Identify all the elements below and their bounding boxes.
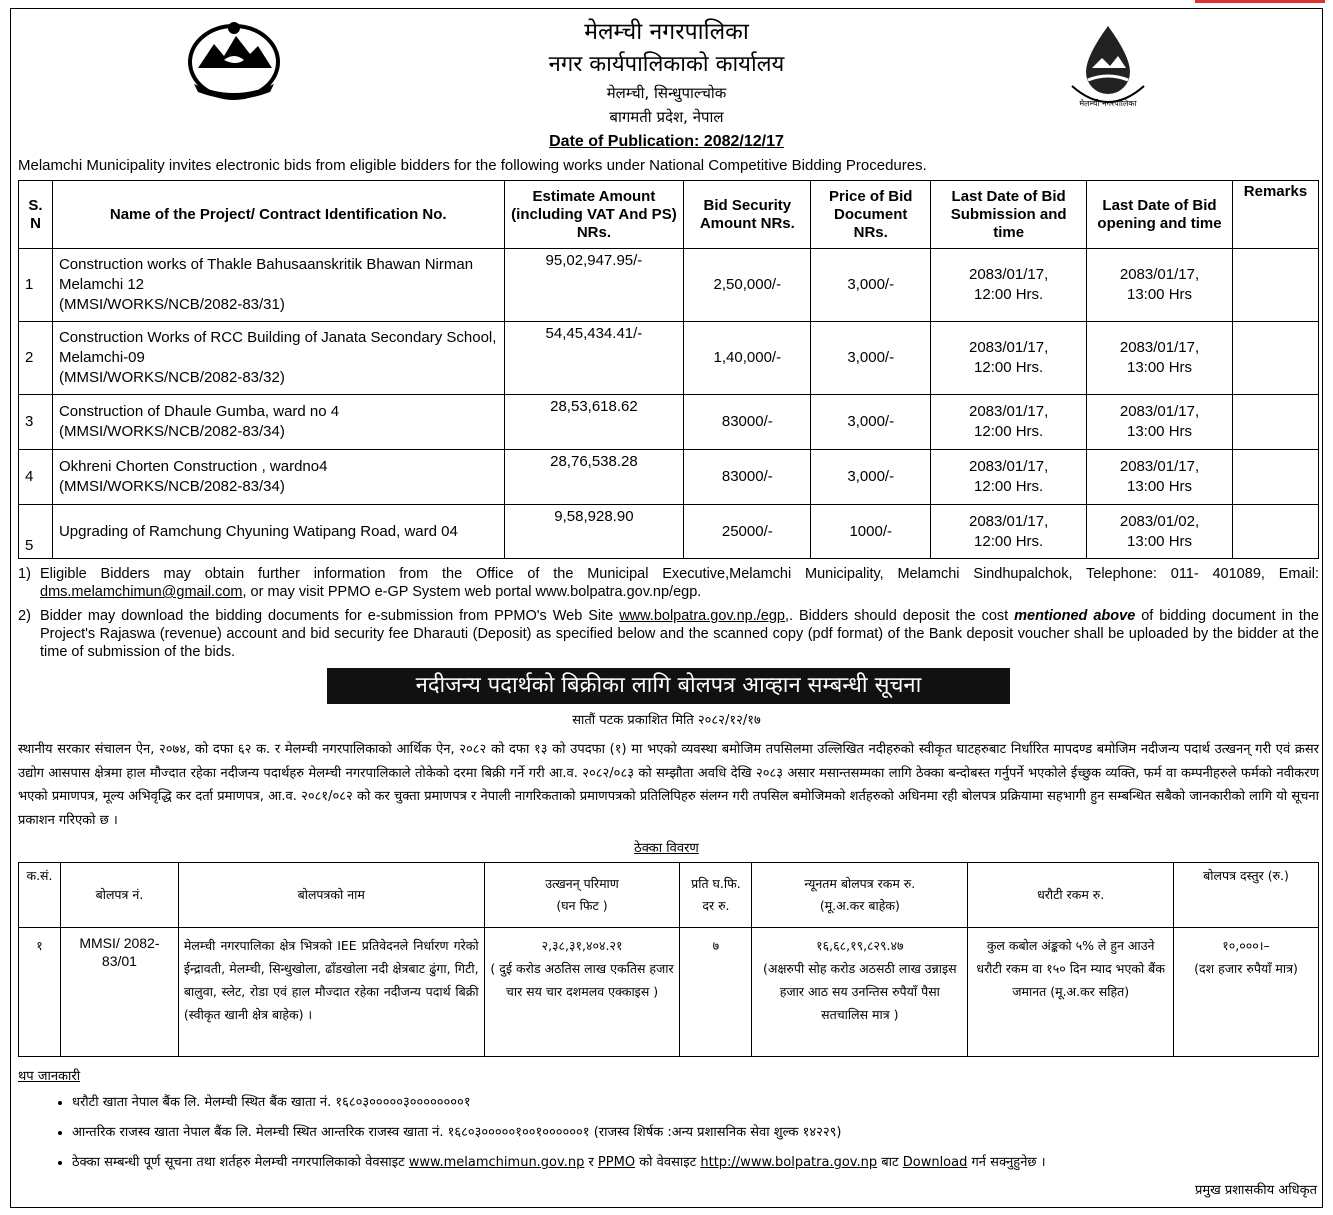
more-info-title: थप जानकारी	[18, 1069, 81, 1084]
top-accent-bar	[1195, 0, 1325, 3]
bolpatra-link[interactable]: www.bolpatra.gov.np./egp,	[619, 608, 789, 624]
province: बागमती प्रदेश, नेपाल	[609, 108, 724, 126]
municipality-name: मेलम्ची नगरपालिका	[584, 19, 749, 45]
publication-date: Date of Publication: 2082/12/17	[549, 133, 784, 150]
note-2: 2) Bidder may download the bidding documents for e-submission from PPMO's Web Site www.bolpatra.gov.np./egp,. Bidders should deposit the cost mentioned above of bidding document in the Project's Rajaswa (revenue) account and bid security fee Dharauti (Deposit) as specified below and the scanned copy (pdf format) of the Bank deposit voucher shall be uploaded by the bidder at the time of submission of the bids.	[18, 608, 1319, 660]
note-1: 1) Eligible Bidders may obtain further information from the Office of the Municipal Executive,Melamchi Municipality, Melamchi Sindhupalchok, Telephone: 011- 401089, Email: dms.melamchimun@gmail.com, or may visit PPMO e-GP System web portal www.bolpatra.gov.np/egp.	[18, 566, 1319, 600]
bolpatra-site-link[interactable]: http://www.bolpatra.gov.np	[700, 1155, 878, 1170]
table-row: १ MMSI/ 2082- 83/01 मेलम्ची नगरपालिका क्षेत्र भित्रको IEE प्रतिवेदनले निर्धारण गरेको ईन्द्रावती, मेलम्ची, सिन्धुखोला, ढाँडखोला नदी क्षेत्रबाट ढुंगा, गिटी, बालुवा, स्लेट, रोडा एवं हाल मौज्दात रहेका नदीजन्य पदार्थ बिक्री (स्वीकृत खानी क्षेत्र बाहेक) । २,३८,३१,४०४.२१ ( दुई करोड अठतिस लाख एकतिस हजार चार सय चार दशमलव एक्काइस ) ७ १६,६८,१९,८२९.४७ (अक्षरुपी सोह करोड अठसठी लाख उन्नाइस हजार आठ सय उनन्तिस रुपैयाँ पैसा सतचालिस मात्र ) कुल कबोल अंङ्कको ५% ले हुन आउने धरौटी रकम वा १५० दिन म्याद भएको बैंक जमानत (मू.अ.कर सहित) १०,०००।– (दश हजार रुपैयाँ मात्र)	[19, 928, 1319, 1057]
col-opening: Last Date of Bid opening and time	[1087, 181, 1233, 249]
table-row: 1 Construction works of Thakle Bahusaanskritik Bhawan Nirman Melamchi 12 (MMSI/WORKS/NCB/2082-83/31) 95,02,947.95/- 2,50,000/- 3,000/- 2083/01/17, 12:00 Hrs. 2083/01/17, 13:00 Hrs	[19, 249, 1319, 322]
col-price: Price of Bid Document NRs.	[811, 181, 931, 249]
col-security: Bid Security Amount NRs.	[684, 181, 811, 249]
col-remarks: Remarks	[1232, 181, 1318, 249]
bid-intro: Melamchi Municipality invites electronic bids from eligible bidders for the following works under National Competitive Bidding Procedures.	[18, 157, 927, 174]
col-sn: S. N	[19, 181, 53, 249]
melamchimun-link[interactable]: www.melamchimun.gov.np	[408, 1155, 585, 1170]
col-estimate: Estimate Amount (including VAT And PS) NRs.	[504, 181, 684, 249]
contract-table	[18, 862, 1319, 1057]
table-row: 5 Upgrading of Ramchung Chyuning Watipang Road, ward 04 9,58,928.90 25000/- 1000/- 2083/01/17, 12:00 Hrs. 2083/01/02, 13:00 Hrs	[19, 505, 1319, 559]
bid-table-header	[19, 181, 1319, 249]
list-item: • धरौटी खाता नेपाल बैंक लि. मेलम्ची स्थित बैंक खाता नं. १६८०३०००००३००००००००१	[72, 1088, 1333, 1118]
table-row: 2 Construction Works of RCC Building of Janata Secondary School, Melamchi-09 (MMSI/WORKS/NCB/2082-83/32) 54,45,434.41/- 1,40,000/- 3,000/- 2083/01/17, 12:00 Hrs. 2083/01/17, 13:00 Hrs	[19, 322, 1319, 395]
seventh-publication-date: सातौं पटक प्रकाशित मिति २०८२/१२/१७	[572, 713, 761, 728]
office-name: नगर कार्यपालिकाको कार्यालय	[548, 52, 785, 77]
river-notice-paragraph: स्थानीय सरकार संचालन ऐन, २०७४, को दफा ६२ क. र मेलम्ची नगरपालिकाको आर्थिक ऐन, २०८२ को दफा १३ को उपदफा (१) मा भएको व्यवस्था बमोजिम तपसिलमा उल्लिखित नदीहरुको स्वीकृत घाटहरुबाट निर्धारित मापदण्ड बमोजिम नदीजन्य पदार्थ उत्खनन् गरी एवं क्रसर उद्योग आसपास क्षेत्रमा हाल मौज्दात रहेका नदीजन्य पदार्थहरु मेलम्ची नगरपालिकाले तोकेको दरमा बिक्री गर्ने गरी आ.व. २०८२/०८३ को सम्झौता अवधि देखि २०८३ असार मसान्तसम्मका लागि ठेक्का बन्दोबस्त गर्नुपर्ने भएकोले ईच्छुक व्यक्ति, फर्म वा कम्पनीहरुले फर्मको नवीकरण भएको प्रमाणपत्र, मूल्य अभिवृद्धि कर दर्ता प्रमाणपत्र, आ.व. २०८१/०८२ को कर चुक्ता प्रमाणपत्र र नेपाली नागरिकताको प्रमाणपत्रको प्रतिलिपिहरु संलग्न गरी तपसिल बमोजिमको शर्तहरुको अधिनमा रही बोलपत्र प्रक्रियामा सहभागी हुन सम्बन्धित सबैको जानकारीको लागि यो सूचना प्रकाशन गरिएको छ ।	[18, 742, 1319, 828]
list-item: • ठेक्का सम्बन्धी पूर्ण सूचना तथा शर्तहरु मेलम्ची नगरपालिकाको वेवसाइट www.melamchimun.gov.np र PPMO को वेवसाइट http://www.bolpatra.gov.np बाट Download गर्न सक्नुहुनेछ ।	[72, 1148, 1333, 1178]
svg-text:मेलम्ची नगरपालिका: मेलम्ची नगरपालिका	[1079, 99, 1137, 108]
contract-detail-title: ठेक्का विवरण	[634, 841, 699, 856]
office-location: मेलम्ची, सिन्धुपाल्चोक	[606, 84, 727, 102]
col-project: Name of the Project/ Contract Identification No.	[52, 181, 504, 249]
river-notice-banner: नदीजन्य पदार्थको बिक्रीका लागि बोलपत्र आव्हान सम्बन्धी सूचना	[327, 668, 1010, 704]
signature: प्रमुख प्रशासकीय अधिकृत	[1194, 1183, 1317, 1198]
col-submission: Last Date of Bid Submission and time	[931, 181, 1087, 249]
table-row: 3 Construction of Dhaule Gumba, ward no 4 (MMSI/WORKS/NCB/2082-83/34) 28,53,618.62 83000/- 3,000/- 2083/01/17, 12:00 Hrs. 2083/01/17, 13:00 Hrs	[19, 395, 1319, 450]
contract-table-header: क.सं. बोलपत्र नं. बोलपत्रको नाम उत्खनन् परिमाण (घन फिट ) प्रति घ.फि. दर रु. न्यूनतम बोलपत्र रकम रु. (मू.अ.कर बाहेक) धरौटी रकम रु. बोलपत्र दस्तुर (रु.)	[19, 863, 1319, 928]
list-item: • आन्तरिक राजस्व खाता नेपाल बैंक लि. मेलम्ची स्थित आन्तरिक राजस्व खाता नं. १६८०३०००००१००१००००००१ (राजस्व शिर्षक :अन्य प्रशासनिक सेवा शुल्क १४२२९)	[72, 1118, 1333, 1148]
table-row: 4 Okhreni Chorten Construction , wardno4 (MMSI/WORKS/NCB/2082-83/34) 28,76,538.28 83000/- 3,000/- 2083/01/17, 12:00 Hrs. 2083/01/17, 13:00 Hrs	[19, 450, 1319, 505]
email-link[interactable]: dms.melamchimun@gmail.com	[40, 584, 243, 600]
bid-table	[18, 180, 1319, 559]
more-info-list	[40, 1088, 1333, 1178]
